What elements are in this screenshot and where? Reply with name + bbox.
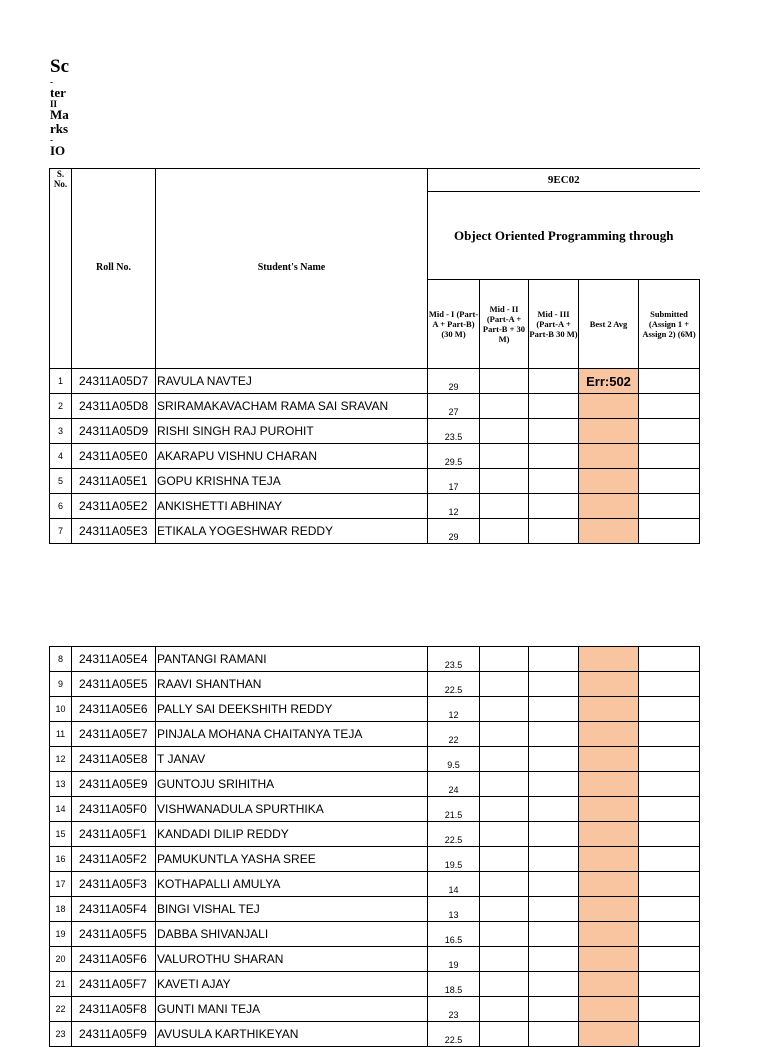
mid2-cell[interactable] xyxy=(480,369,529,394)
roll-no-cell[interactable]: 24311A05E4 xyxy=(72,647,156,672)
name-header: Student's Name xyxy=(156,169,428,369)
marks-table-page1 xyxy=(49,168,700,544)
student-name-cell[interactable]: PANTANGI RAMANI xyxy=(156,647,428,672)
assign-cell[interactable] xyxy=(639,922,700,947)
mid2-cell[interactable] xyxy=(480,647,529,672)
sno-cell[interactable]: 19 xyxy=(50,922,72,947)
roll-no-cell[interactable]: 24311A05F1 xyxy=(72,822,156,847)
mid2-cell[interactable] xyxy=(480,947,529,972)
mid2-cell[interactable] xyxy=(480,822,529,847)
mid1-cell[interactable]: 23 xyxy=(428,997,480,1022)
mid3-cell[interactable] xyxy=(529,922,579,947)
sno-cell[interactable]: 20 xyxy=(50,947,72,972)
sno-cell[interactable]: 14 xyxy=(50,797,72,822)
mid2-cell[interactable] xyxy=(480,997,529,1022)
assign-cell[interactable] xyxy=(639,444,700,469)
subject-code: 9EC02 xyxy=(428,169,700,192)
mid3-cell[interactable] xyxy=(529,947,579,972)
mid2-cell[interactable] xyxy=(480,972,529,997)
mid1-cell[interactable]: 22 xyxy=(428,722,480,747)
mid3-cell[interactable] xyxy=(529,847,579,872)
mid3-cell[interactable] xyxy=(529,722,579,747)
subject-name: Object Oriented Programming through xyxy=(428,192,700,280)
mid3-cell[interactable] xyxy=(529,972,579,997)
mid1-cell[interactable]: 18.5 xyxy=(428,972,480,997)
mid2-cell[interactable] xyxy=(480,797,529,822)
best-avg-cell[interactable] xyxy=(579,419,639,444)
mid3-cell[interactable] xyxy=(529,822,579,847)
mid1-cell[interactable]: 23.5 xyxy=(428,647,480,672)
best-avg-cell[interactable] xyxy=(579,772,639,797)
student-name-cell[interactable]: ETIKALA YOGESHWAR REDDY xyxy=(156,519,428,544)
student-name-cell[interactable]: AKARAPU VISHNU CHARAN xyxy=(156,444,428,469)
roll-no-cell[interactable]: 24311A05E2 xyxy=(72,494,156,519)
student-name-cell[interactable]: GUNTI MANI TEJA xyxy=(156,997,428,1022)
roll-no-cell[interactable]: 24311A05E1 xyxy=(72,469,156,494)
mid3-cell[interactable] xyxy=(529,494,579,519)
best-avg-cell[interactable] xyxy=(579,1022,639,1047)
roll-no-cell[interactable]: 24311A05E8 xyxy=(72,747,156,772)
sno-cell[interactable]: 12 xyxy=(50,747,72,772)
mid3-cell[interactable] xyxy=(529,747,579,772)
mid3-cell[interactable] xyxy=(529,697,579,722)
sno-cell[interactable]: 3 xyxy=(50,419,72,444)
assign-cell[interactable] xyxy=(639,797,700,822)
student-name-cell[interactable]: KAVETI AJAY xyxy=(156,972,428,997)
mid1-cell[interactable]: 12 xyxy=(428,494,480,519)
best-avg-cell[interactable] xyxy=(579,997,639,1022)
sno-cell[interactable]: 23 xyxy=(50,1022,72,1047)
best-avg-cell[interactable] xyxy=(579,947,639,972)
assign-header: Submitted (Assign 1 + Assign 2) (6M) xyxy=(639,280,700,369)
sno-cell[interactable]: 4 xyxy=(50,444,72,469)
roll-no-cell[interactable]: 24311A05E5 xyxy=(72,672,156,697)
student-name-cell[interactable]: PAMUKUNTLA YASHA SREE xyxy=(156,847,428,872)
mid3-cell[interactable] xyxy=(529,897,579,922)
assign-cell[interactable] xyxy=(639,519,700,544)
mid3-cell[interactable] xyxy=(529,872,579,897)
assign-cell[interactable] xyxy=(639,722,700,747)
sheet-title: Sc - ter II Ma rks - IO xyxy=(50,56,69,158)
sno-cell[interactable]: 9 xyxy=(50,672,72,697)
roll-no-cell[interactable]: 24311A05D7 xyxy=(72,369,156,394)
table-row xyxy=(50,972,700,997)
sno-cell[interactable]: 5 xyxy=(50,469,72,494)
mid2-cell[interactable] xyxy=(480,747,529,772)
assign-cell[interactable] xyxy=(639,847,700,872)
student-name-cell[interactable]: KOTHAPALLI AMULYA xyxy=(156,872,428,897)
sno-cell[interactable]: 18 xyxy=(50,897,72,922)
assign-cell[interactable] xyxy=(639,419,700,444)
mid2-cell[interactable] xyxy=(480,922,529,947)
table-row xyxy=(50,697,700,722)
sno-cell[interactable]: 16 xyxy=(50,847,72,872)
best-avg-cell[interactable] xyxy=(579,922,639,947)
roll-no-cell[interactable]: 24311A05F7 xyxy=(72,972,156,997)
mid1-cell[interactable]: 14 xyxy=(428,872,480,897)
sno-cell[interactable]: 6 xyxy=(50,494,72,519)
marks-table-page2 xyxy=(49,646,700,1047)
mid1-cell[interactable]: 16.5 xyxy=(428,922,480,947)
mid1-cell[interactable]: 12 xyxy=(428,697,480,722)
mid2-cell[interactable] xyxy=(480,672,529,697)
best-avg-cell[interactable] xyxy=(579,519,639,544)
mid3-cell[interactable] xyxy=(529,469,579,494)
assign-cell[interactable] xyxy=(639,822,700,847)
student-name-cell[interactable]: GUNTOJU SRIHITHA xyxy=(156,772,428,797)
mid2-cell[interactable] xyxy=(480,494,529,519)
assign-cell[interactable] xyxy=(639,872,700,897)
table-row xyxy=(50,822,700,847)
mid1-cell[interactable]: 17 xyxy=(428,469,480,494)
roll-no-cell[interactable]: 24311A05E0 xyxy=(72,444,156,469)
table-body-page2 xyxy=(50,647,700,1047)
mid2-cell[interactable] xyxy=(480,872,529,897)
best-avg-cell[interactable] xyxy=(579,444,639,469)
best-avg-cell[interactable] xyxy=(579,797,639,822)
sno-cell[interactable]: 21 xyxy=(50,972,72,997)
mid3-cell[interactable] xyxy=(529,369,579,394)
table-row xyxy=(50,722,700,747)
student-name-cell[interactable]: GOPU KRISHNA TEJA xyxy=(156,469,428,494)
mid1-cell[interactable]: 9.5 xyxy=(428,747,480,772)
best-avg-cell[interactable] xyxy=(579,494,639,519)
table-row xyxy=(50,519,700,544)
sno-cell[interactable]: 2 xyxy=(50,394,72,419)
table-body-page1 xyxy=(50,369,700,544)
roll-no-cell[interactable]: 24311A05F2 xyxy=(72,847,156,872)
mid1-cell[interactable]: 24 xyxy=(428,772,480,797)
table-row xyxy=(50,772,700,797)
student-name-cell[interactable]: KANDADI DILIP REDDY xyxy=(156,822,428,847)
best-avg-cell[interactable] xyxy=(579,697,639,722)
mid1-header: Mid - I (Part-A + Part-B) (30 M) xyxy=(428,280,480,369)
table-row xyxy=(50,1022,700,1047)
assign-cell[interactable] xyxy=(639,647,700,672)
mid2-cell[interactable] xyxy=(480,722,529,747)
best-avg-header: Best 2 Avg xyxy=(579,280,639,369)
best-avg-cell[interactable] xyxy=(579,469,639,494)
mid2-cell[interactable] xyxy=(480,469,529,494)
student-name-cell[interactable]: RAVULA NAVTEJ xyxy=(156,369,428,394)
sno-header: S. No. xyxy=(50,169,72,369)
mid2-cell[interactable] xyxy=(480,394,529,419)
best-avg-cell[interactable] xyxy=(579,672,639,697)
mid1-cell[interactable]: 29 xyxy=(428,369,480,394)
table-row xyxy=(50,369,700,394)
sno-cell[interactable]: 13 xyxy=(50,772,72,797)
mid1-cell[interactable]: 29.5 xyxy=(428,444,480,469)
assign-cell[interactable] xyxy=(639,469,700,494)
mid1-cell[interactable]: 29 xyxy=(428,519,480,544)
roll-no-cell[interactable]: 24311A05F0 xyxy=(72,797,156,822)
roll-no-cell[interactable]: 24311A05E9 xyxy=(72,772,156,797)
assign-cell[interactable] xyxy=(639,897,700,922)
student-name-cell[interactable]: ANKISHETTI ABHINAY xyxy=(156,494,428,519)
table-row xyxy=(50,469,700,494)
mid1-cell[interactable]: 27 xyxy=(428,394,480,419)
table-row xyxy=(50,797,700,822)
mid3-cell[interactable] xyxy=(529,419,579,444)
student-name-cell[interactable]: VALUROTHU SHARAN xyxy=(156,947,428,972)
mid2-cell[interactable] xyxy=(480,697,529,722)
mid1-cell[interactable]: 19 xyxy=(428,947,480,972)
student-name-cell[interactable]: PINJALA MOHANA CHAITANYA TEJA xyxy=(156,722,428,747)
student-name-cell[interactable]: VISHWANADULA SPURTHIKA xyxy=(156,797,428,822)
mid3-cell[interactable] xyxy=(529,797,579,822)
table-row xyxy=(50,922,700,947)
roll-no-cell[interactable]: 24311A05E3 xyxy=(72,519,156,544)
mid2-cell[interactable] xyxy=(480,519,529,544)
mid2-cell[interactable] xyxy=(480,444,529,469)
best-avg-cell[interactable] xyxy=(579,897,639,922)
assign-cell[interactable] xyxy=(639,394,700,419)
assign-cell[interactable] xyxy=(639,672,700,697)
mid1-cell[interactable]: 21.5 xyxy=(428,797,480,822)
roll-no-cell[interactable]: 24311A05F9 xyxy=(72,1022,156,1047)
mid2-header: Mid - II (Part-A + Part-B + 30 M) xyxy=(480,280,529,369)
mid3-cell[interactable] xyxy=(529,1022,579,1047)
roll-no-cell[interactable]: 24311A05E7 xyxy=(72,722,156,747)
table-row xyxy=(50,419,700,444)
roll-no-cell[interactable]: 24311A05F8 xyxy=(72,997,156,1022)
mid3-cell[interactable] xyxy=(529,444,579,469)
roll-header: Roll No. xyxy=(72,169,156,369)
assign-cell[interactable] xyxy=(639,747,700,772)
table-row xyxy=(50,444,700,469)
best-avg-cell[interactable] xyxy=(579,647,639,672)
best-avg-cell[interactable] xyxy=(579,972,639,997)
table-row xyxy=(50,847,700,872)
sno-cell[interactable]: 22 xyxy=(50,997,72,1022)
sno-cell[interactable]: 8 xyxy=(50,647,72,672)
table-row xyxy=(50,747,700,772)
table-row xyxy=(50,647,700,672)
sno-cell[interactable]: 11 xyxy=(50,722,72,747)
table-row xyxy=(50,872,700,897)
assign-cell[interactable] xyxy=(639,1022,700,1047)
table-row xyxy=(50,494,700,519)
roll-no-cell[interactable]: 24311A05E6 xyxy=(72,697,156,722)
best-avg-cell[interactable] xyxy=(579,722,639,747)
table-row xyxy=(50,672,700,697)
table-row xyxy=(50,997,700,1022)
best-avg-cell[interactable]: Err:502 xyxy=(579,369,639,394)
best-avg-cell[interactable] xyxy=(579,394,639,419)
best-avg-cell[interactable] xyxy=(579,847,639,872)
mid3-header: Mid - III (Part-A + Part-B 30 M) xyxy=(529,280,579,369)
student-name-cell[interactable]: T JANAV xyxy=(156,747,428,772)
mid3-cell[interactable] xyxy=(529,997,579,1022)
roll-no-cell[interactable]: 24311A05D9 xyxy=(72,419,156,444)
best-avg-cell[interactable] xyxy=(579,872,639,897)
student-name-cell[interactable]: RAAVI SHANTHAN xyxy=(156,672,428,697)
student-name-cell[interactable]: SRIRAMAKAVACHAM RAMA SAI SRAVAN xyxy=(156,394,428,419)
assign-cell[interactable] xyxy=(639,997,700,1022)
best-avg-cell[interactable] xyxy=(579,822,639,847)
student-name-cell[interactable]: DABBA SHIVANJALI xyxy=(156,922,428,947)
mid3-cell[interactable] xyxy=(529,672,579,697)
roll-no-cell[interactable]: 24311A05D8 xyxy=(72,394,156,419)
mid3-cell[interactable] xyxy=(529,394,579,419)
assign-cell[interactable] xyxy=(639,972,700,997)
table-row xyxy=(50,947,700,972)
roll-no-cell[interactable]: 24311A05F5 xyxy=(72,922,156,947)
sno-cell[interactable]: 7 xyxy=(50,519,72,544)
student-name-cell[interactable]: RISHI SINGH RAJ PUROHIT xyxy=(156,419,428,444)
mid2-cell[interactable] xyxy=(480,847,529,872)
mid1-cell[interactable]: 23.5 xyxy=(428,419,480,444)
sno-cell[interactable]: 15 xyxy=(50,822,72,847)
roll-no-cell[interactable]: 24311A05F4 xyxy=(72,897,156,922)
mid3-cell[interactable] xyxy=(529,519,579,544)
mid1-cell[interactable]: 22.5 xyxy=(428,822,480,847)
student-name-cell[interactable]: BINGI VISHAL TEJ xyxy=(156,897,428,922)
mid3-cell[interactable] xyxy=(529,647,579,672)
sno-cell[interactable]: 17 xyxy=(50,872,72,897)
best-avg-cell[interactable] xyxy=(579,747,639,772)
assign-cell[interactable] xyxy=(639,697,700,722)
mid2-cell[interactable] xyxy=(480,1022,529,1047)
sno-cell[interactable]: 10 xyxy=(50,697,72,722)
mid1-cell[interactable]: 22.5 xyxy=(428,1022,480,1047)
assign-cell[interactable] xyxy=(639,494,700,519)
mid2-cell[interactable] xyxy=(480,772,529,797)
assign-cell[interactable] xyxy=(639,947,700,972)
student-name-cell[interactable]: AVUSULA KARTHIKEYAN xyxy=(156,1022,428,1047)
table-row xyxy=(50,897,700,922)
roll-no-cell[interactable]: 24311A05F6 xyxy=(72,947,156,972)
mid1-cell[interactable]: 22.5 xyxy=(428,672,480,697)
student-name-cell[interactable]: PALLY SAI DEEKSHITH REDDY xyxy=(156,697,428,722)
roll-no-cell[interactable]: 24311A05F3 xyxy=(72,872,156,897)
table-row xyxy=(50,394,700,419)
mid3-cell[interactable] xyxy=(529,772,579,797)
mid1-cell[interactable]: 19.5 xyxy=(428,847,480,872)
assign-cell[interactable] xyxy=(639,369,700,394)
mid1-cell[interactable]: 13 xyxy=(428,897,480,922)
mid2-cell[interactable] xyxy=(480,897,529,922)
assign-cell[interactable] xyxy=(639,772,700,797)
mid2-cell[interactable] xyxy=(480,419,529,444)
sno-cell[interactable]: 1 xyxy=(50,369,72,394)
